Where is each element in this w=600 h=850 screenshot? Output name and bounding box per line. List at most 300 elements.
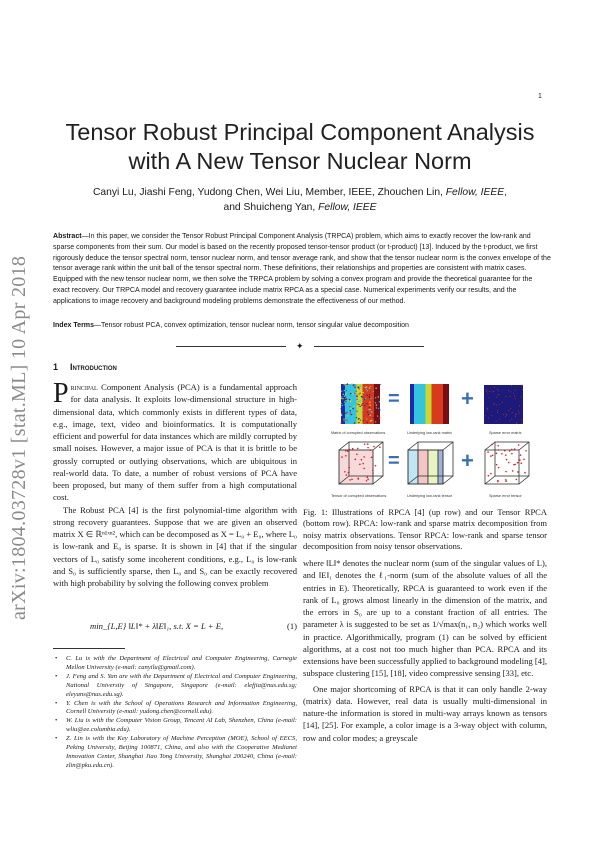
equals-sign: = [388,388,400,410]
figure-1 [303,380,547,505]
noise-dot [516,423,517,424]
noise-dot [356,399,357,400]
noise-dot [510,396,511,397]
dropcap: P [53,378,69,409]
noise-dot [510,391,511,392]
noise-dot [370,415,371,416]
abstract [53,232,551,308]
noise-dot [499,419,500,420]
paragraph: Component Analysis (PCA) is a fundamental approach for data analysis. It exploits low-dimensional structure in high-dimensional data, which commonly exists in different types of data, e.g., image, text, video and bioinformatics. It is computationally efficient and powerful for data instances which are mildly corrupted by small noises. However, a major issue of PCA is that it is brittle to be grossly corrupted or outlying observations, which are ubiquitous in real-world data. To date, a number of robust versions of PCA have been proposed, but many of them suffer from a high computational cost. [53,382,297,503]
noise-dot [363,420,364,421]
noise-dot [510,408,511,409]
noise-dot [348,400,349,401]
noise-dot [376,404,377,405]
noise-dot [345,450,347,452]
noise-dot [375,394,376,395]
noise-dot [505,471,507,473]
noise-dot [372,470,374,472]
noise-dot [488,417,489,418]
noise-dot [513,393,514,394]
noise-dot [497,445,499,447]
noise-dot [352,408,353,409]
noise-dot [345,419,346,420]
noise-dot [372,472,374,474]
figure-label: Underlying low-rank matrix [407,431,452,435]
noise-dot [505,396,506,397]
noise-dot [362,463,364,465]
noise-dot [343,420,344,421]
noise-dot [487,409,488,410]
noise-dot [362,409,363,410]
noise-dot [516,422,517,423]
noise-dot [349,449,351,451]
noise-dot [508,390,509,391]
noise-dot [512,470,514,472]
noise-dot [487,451,489,453]
noise-dot [513,464,515,466]
noise-dot [369,387,370,388]
index-terms-label: Index Terms [53,322,94,329]
noise-dot [487,408,488,409]
noise-dot [366,403,367,404]
noise-dot [357,448,359,450]
footnote-rule [53,648,125,649]
noise-dot [369,402,370,403]
noise-dot [496,420,497,421]
figure-caption: Fig. 1: Illustrations of RPCA [4] (up row) and our Tensor RPCA (bottom row). RPCA: low-rank and sparse matrix decomposition from noisy matrix observations. Tensor RPCA: low-rank and sparse tensor decomposition from noisy tensor observations. [303,507,547,552]
noise-dot [352,393,353,394]
noise-dot [345,393,346,394]
noise-dot [367,390,368,391]
noise-dot [366,418,367,419]
noise-dot [519,413,520,414]
noise-dot [504,450,506,452]
noise-dot [494,387,495,388]
noise-dot [501,453,503,455]
low-rank-matrix [410,384,449,424]
noise-dot [377,407,378,408]
noise-dot [496,404,497,405]
noise-dot [515,390,516,391]
figure-label: Tensor of corrupted observations [331,494,387,498]
noise-dot [524,472,526,474]
noise-dot [489,391,490,392]
noise-dot [356,453,358,455]
noise-dot [347,383,348,384]
noise-dot [362,403,363,404]
noise-dot [350,401,351,402]
noise-dot [351,479,353,481]
noise-dot [375,387,376,388]
noise-dot [361,404,362,405]
noise-dot [521,419,522,420]
noise-dot [491,444,493,446]
fellow: Fellow, IEEE [318,202,377,213]
noise-dot [346,474,348,476]
authors-line: Canyi Lu, Jiashi Feng, Yudong Chen, Wei Liu, Member, IEEE, Zhouchen Lin, [92,187,446,198]
noise-dot [353,406,354,407]
noise-dot [343,384,344,385]
noise-dot [371,420,372,421]
noise-dot [353,384,354,385]
comma: , [504,187,508,198]
low-rank-tensor [408,442,453,484]
authors-line: and Shuicheng Yan, [223,202,319,213]
noise-dot [373,417,374,418]
noise-dot [505,479,507,481]
noise-dot [496,464,498,466]
section-title: Introduction [70,362,117,372]
noise-dot [342,398,343,399]
noise-dot [378,415,379,416]
noise-dot [358,418,359,419]
noise-dot [517,462,519,464]
noise-dot [344,471,346,473]
noise-dot [345,396,346,397]
noise-dot [379,446,381,448]
noise-dot [341,415,342,416]
authors [60,185,540,215]
noise-dot [344,401,345,402]
right-column-text [303,557,547,744]
noise-dot [370,386,371,387]
noise-dot [360,401,361,402]
paragraph: where ‖L‖* denotes the nuclear norm (sum of the singular values of L), and ‖E‖₁ denotes the ℓ₁-norm (sum of the absolute values of all the entries in E). Theoretically, RPCA is guaranteed to work even if the rank of L₀ grows almost linearly in the dimension of the matrix, and the errors in S₀ are up to a constant fraction of all entries. The parameter λ is suggested to be set as 1/√max(n₁, n₂) which works well in practice. Algorithmically, program (1) can be solved by efficient algorithms, at a cost not too much higher than PCA. RPCA and its extensions have been successfully applied to background modeling [4], subspace clustering [15], [18], video compressive sensing [33], etc. [303,558,547,679]
noise-dot [511,453,513,455]
figure-label: Underlying low-rank tensor [407,494,453,498]
noise-dot [368,414,369,415]
noise-dot [374,401,375,402]
noise-dot [341,456,343,458]
noise-dot [345,412,346,413]
noise-dot [351,397,352,398]
title-line: Tensor Robust Principal Component Analysis [65,119,535,145]
noise-dot [346,398,347,399]
noise-dot [371,457,373,459]
arxiv-stamp: arXiv:1804.03728v1 [stat.ML] 10 Apr 2018 [8,255,30,620]
noise-dot [511,385,512,386]
noise-dot [491,415,492,416]
noise-dot [367,395,368,396]
noise-dot [349,399,350,400]
noise-dot [350,412,351,413]
abstract-label: Abstract [53,233,82,240]
noise-dot [496,453,498,455]
noise-dot [367,476,369,478]
noise-dot [341,398,342,399]
index-terms [53,322,551,329]
noise-dot [365,387,366,388]
noise-dot [509,420,510,421]
noise-dot [341,396,342,397]
noise-dot [497,412,498,413]
paper-title [40,118,560,176]
noise-dot [351,414,352,415]
figure-label: Matrix of corrupted observations [331,431,386,435]
noise-dot [354,459,356,461]
page-number: 1 [538,93,542,100]
noise-dot [366,422,367,423]
equals-sign: = [388,450,400,472]
footnote: • Y. Chen is with the School of Operations Research and Information Engineering, Cornell University (e-mail: yudong.chen@cornell.edu). [53,700,297,718]
noise-dot [496,397,497,398]
noise-dot [497,481,499,483]
noise-dot [341,391,342,392]
noise-dot [522,385,523,386]
noise-dot [357,386,358,387]
noise-dot [357,403,358,404]
noise-dot [378,396,379,397]
noise-dot [522,423,523,424]
noise-dot [347,450,349,452]
noise-dot [354,393,355,394]
noise-dot [525,450,527,452]
noise-dot [519,405,520,406]
noise-dot [367,447,369,449]
noise-dot [519,459,521,461]
noise-dot [485,415,486,416]
corrupted-tensor [339,442,383,484]
noise-dot [379,384,380,385]
noise-dot [341,405,342,406]
index-terms-text: —Tensor robust PCA, convex optimization, tensor nuclear norm, tensor singular value decomposition [94,322,409,329]
noise-dot [521,396,522,397]
noise-dot [369,396,370,397]
noise-dot [347,415,348,416]
noise-dot [493,403,494,404]
noise-dot [361,396,362,397]
noise-dot [506,459,508,461]
title-line: with A New Tensor Nuclear Norm [128,148,472,174]
noise-dot [347,420,348,421]
fellow: Fellow, IEEE [445,187,505,198]
noise-dot [379,417,380,418]
noise-dot [340,403,341,404]
noise-dot [364,405,365,406]
noise-dot [514,395,515,396]
section-divider [176,342,426,352]
noise-dot [354,422,355,423]
footnote: • C. Lu is with the Department of Electrical and Computer Engineering, Carnegie Mellon University (e-mail: canyilu@gmail.com). [53,655,297,673]
noise-dot [505,480,507,482]
noise-dot [520,462,522,464]
diamond-icon: ✦ [296,341,304,351]
noise-dot [356,417,357,418]
noise-dot [340,422,341,423]
noise-dot [497,410,498,411]
noise-dot [523,459,525,461]
noise-dot [490,455,492,457]
equation-body: min_{L,E} ‖L‖* + λ‖E‖₁, s.t. X = L + E, [90,621,224,631]
noise-dot [344,403,345,404]
noise-dot [378,404,379,405]
noise-dot [344,386,345,387]
noise-dot [515,398,516,399]
footnotes [53,655,297,771]
equation-1 [80,621,297,631]
noise-dot [363,468,365,470]
noise-dot [376,411,377,412]
noise-dot [341,414,342,415]
noise-dot [498,467,500,469]
noise-dot [350,385,351,386]
noise-dot [363,392,364,393]
noise-dot [365,398,366,399]
noise-dot [349,395,350,396]
noise-dot [343,394,344,395]
noise-dot [363,397,364,398]
noise-dot [370,420,371,421]
plus-sign: + [461,448,474,473]
noise-dot [492,454,494,456]
section-heading [53,362,117,372]
noise-dot [521,385,522,386]
noise-dot [499,394,500,395]
noise-dot [358,404,359,405]
noise-dot [517,471,519,473]
noise-dot [516,414,517,415]
noise-dot [505,454,507,456]
noise-dot [514,448,516,450]
noise-dot [356,396,357,397]
noise-dot [363,456,365,458]
noise-dot [375,402,376,403]
noise-dot [515,414,516,415]
noise-dot [508,462,510,464]
noise-dot [498,394,499,395]
noise-dot [375,421,376,422]
noise-dot [509,450,511,452]
noise-dot [489,397,490,398]
noise-dot [366,386,367,387]
noise-dot [356,411,357,412]
noise-dot [346,384,347,385]
noise-dot [506,414,507,415]
noise-dot [376,407,377,408]
noise-dot [363,389,364,390]
noise-dot [498,390,499,391]
noise-dot [358,422,359,423]
noise-dot [505,416,506,417]
noise-dot [370,397,371,398]
noise-dot [488,475,490,477]
noise-dot [378,420,379,421]
figure-graphic [303,380,547,505]
noise-dot [494,404,495,405]
noise-dot [493,391,494,392]
noise-dot [366,389,367,390]
noise-dot [345,455,347,457]
noise-dot [346,389,347,390]
noise-dot [351,383,352,384]
noise-dot [520,454,522,456]
equation-number: (1) [286,621,297,631]
section-number: 1 [53,362,59,372]
paragraph: The Robust PCA [4] is the first polynomial-time algorithm with strong recovery guarantees. Suppose that we are given an observed matrix X ∈ ℝⁿ¹ˣⁿ², which can be decomposed as X = L₀ + E₀, where L₀ is low-rank and E₀ is sparse. It is shown in [4] that if the singular vectors of L₀ satisfy some incoherent conditions, e.g., L₀ is low-rank and S₀ is sufficiently sparse, then L₀ and S₀ can be exactly recovered with high probability by solving the following convex problem [53,504,297,588]
noise-dot [498,449,500,451]
noise-dot [375,465,377,467]
smallcaps-word: rincipal [70,382,98,392]
noise-dot [371,411,372,412]
noise-dot [352,448,354,450]
noise-dot [359,406,360,407]
figure-label: Sparse error tensor [489,494,522,498]
footnote: • W. Liu is with the Computer Vision Group, Tencent AI Lab, Shenzhen, China (e-mail: wliu@ee.columbia.edu). [53,717,297,735]
noise-dot [373,390,374,391]
noise-dot [512,412,513,413]
noise-dot [516,479,518,481]
noise-dot [486,391,487,392]
noise-dot [499,404,500,405]
noise-dot [502,402,503,403]
noise-dot [350,388,351,389]
noise-dot [355,391,356,392]
abstract-text: —In this paper, we consider the Tensor Robust Principal Component Analysis (TRPCA) problem, which aims to exactly recover the low-rank and sparse components from their sum. Our model is based on the recently proposed tensor-tensor product (or t-product) [13]. Induced by the t-product, we first rigorously deduce the tensor spectral norm, tensor nuclear norm, and tensor average rank, and show that the tensor nuclear norm is the convex envelope of the tensor average rank within the unit ball of the tensor spectral norm. These definitions, their relationships and properties are consistent with matrix cases. Equipped with the new tensor nuclear norm, we then solve the TRPCA problem by solving a convex program and provide the theoretical guarantee for the exact recovery. Our TRPCA model and recovery guarantee include matrix RPCA as a special case. Numerical experiments verify our results, and the applications to image recovery and background modeling problems demonstrate the effectiveness of our method. [53,233,551,305]
noise-dot [373,446,375,448]
paragraph: One major shortcoming of RPCA is that it can only handle 2-way (matrix) data. However, real data is usually multi-dimensional in nature-the information is stored in multi-way arrays known as tensors [14], [25]. For example, a color image is a 3-way object with column, row and color modes; a greyscale [303,683,547,743]
noise-dot [349,479,351,481]
noise-dot [490,473,492,475]
noise-dot [358,393,359,394]
noise-dot [359,388,360,389]
noise-dot [349,410,350,411]
noise-dot [497,389,498,390]
noise-dot [348,472,350,474]
noise-dot [511,449,513,451]
noise-dot [360,420,361,421]
noise-dot [367,479,369,481]
noise-dot [357,478,359,480]
noise-dot [369,394,370,395]
noise-dot [374,409,375,410]
noise-dot [359,464,361,466]
footnote: • J. Feng and S. Yan are with the Department of Electrical and Computer Engineering, National University of Singapore, Singapore (e-mail: elefjia@nus.edu.sg; eleyans@nus.edu.sg). [53,673,297,700]
intro-left-column [53,378,297,589]
noise-dot [348,467,350,469]
sparse-matrix [484,385,523,424]
noise-dot [515,416,516,417]
noise-dot [364,443,366,445]
noise-dot [503,414,504,415]
noise-dot [367,398,368,399]
noise-dot [361,459,363,461]
noise-dot [367,412,368,413]
noise-dot [508,410,509,411]
noise-dot [486,389,487,390]
noise-dot [357,419,358,420]
noise-dot [370,449,372,451]
sparse-tensor [485,442,529,484]
noise-dot [375,397,376,398]
noise-dot [511,419,512,420]
noise-dot [358,401,359,402]
noise-dot [369,404,370,405]
noise-dot [362,412,363,413]
noise-dot [368,409,369,410]
noise-dot [379,401,380,402]
noise-dot [344,390,345,391]
plus-sign: + [461,386,474,411]
noise-dot [343,418,344,419]
noise-dot [344,392,345,393]
noise-dot [350,408,351,409]
noise-dot [366,480,368,482]
noise-dot [518,444,520,446]
noise-dot [340,408,341,409]
noise-dot [518,410,519,411]
footnote: • Z. Lin is with the Key Laboratory of Machine Perception (MOE), School of EECS, Peking University, Beijing 100871, China, and also with the Cooperative Medianet Innovation Center, Shanghai Jiao Tong University, Shanghai 200240, China (e-mail: zlin@pku.edu.cn). [53,735,297,771]
noise-dot [522,389,523,390]
